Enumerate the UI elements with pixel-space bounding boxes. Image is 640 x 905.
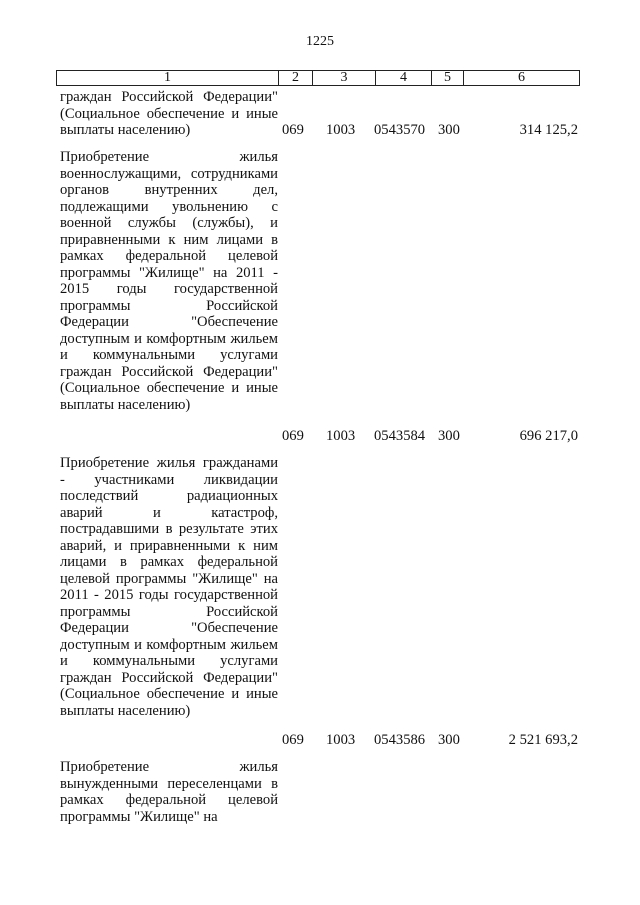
header-col-2: 2 <box>279 71 313 85</box>
row-target-code: 0543584 <box>374 428 426 444</box>
row-description: граждан Российской Федерации" (Социальное обеспечение и иные выплаты населению) <box>60 89 278 138</box>
row-description: Приобретение жилья гражданами - участниками ликвидации последствий радиационных аварий и катастроф, пострадавшими в результате этих аварий, и приравненными к ним лицами в рамках федеральной целевой программы "Жилище" на 2011 - 2015 годы государственной программы Российской Федерации "Обеспечение доступным и комфортным жильем и коммунальными услугами граждан Российской Федерации" (Социальное обеспечение и иные выплаты населению) <box>60 455 278 719</box>
row-target-code: 0543586 <box>374 732 426 748</box>
page-number: 1225 <box>306 34 334 49</box>
row-ministry-code: 069 <box>282 122 304 138</box>
row-target-code: 0543570 <box>374 122 426 138</box>
header-col-5: 5 <box>432 71 464 85</box>
row-section-code: 1003 <box>326 732 356 748</box>
row-ministry-code: 069 <box>282 428 304 444</box>
header-col-4: 4 <box>376 71 432 85</box>
row-ministry-code: 069 <box>282 732 304 748</box>
row-expense-type: 300 <box>438 428 460 444</box>
row-expense-type: 300 <box>438 732 460 748</box>
row-section-code: 1003 <box>326 428 356 444</box>
header-col-3: 3 <box>313 71 376 85</box>
table-header-row <box>56 70 580 86</box>
row-expense-type: 300 <box>438 122 460 138</box>
row-amount: 314 125,2 <box>519 122 578 138</box>
row-description: Приобретение жилья вынужденными переселенцами в рамках федеральной целевой программы "Жилище" на <box>60 759 278 825</box>
header-col-1: 1 <box>57 71 279 85</box>
row-section-code: 1003 <box>326 122 356 138</box>
header-col-6: 6 <box>518 70 525 85</box>
row-amount: 696 217,0 <box>519 428 578 444</box>
row-amount: 2 521 693,2 <box>508 732 578 748</box>
row-description: Приобретение жилья военнослужащими, сотрудниками органов внутренних дел, подлежащими увольнению с военной службы (службы), и приравненными к ним лицами в рамках федеральной целевой программы "Жилище" на 2011 - 2015 годы государственной программы Российской Федерации "Обеспечение доступным и комфортным жильем и коммунальными услугами граждан Российской Федерации" (Социальное обеспечение и иные выплаты населению) <box>60 149 278 413</box>
